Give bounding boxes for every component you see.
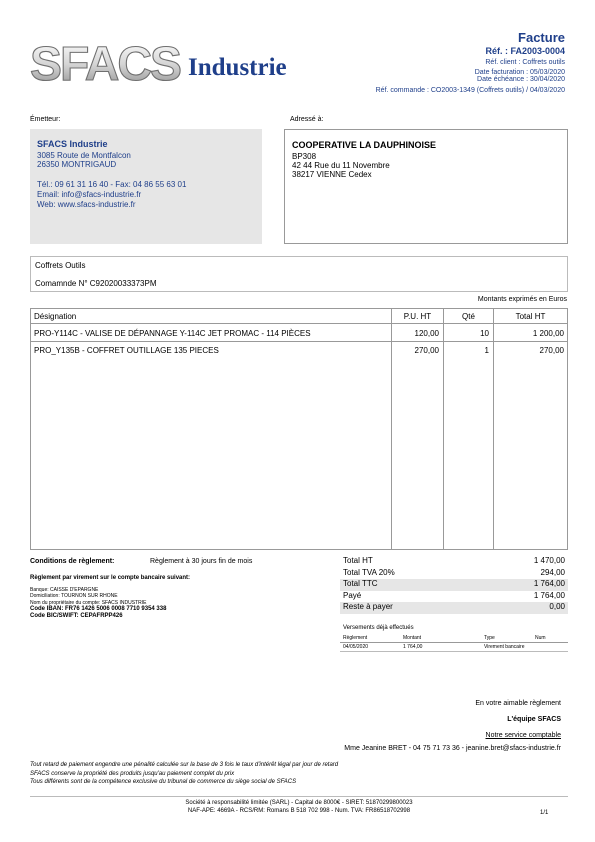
legal-notices	[30, 762, 338, 787]
payments-header-amount: Montant	[403, 635, 422, 641]
header-designation: Désignation	[34, 312, 77, 321]
header-total: Total HT	[515, 312, 546, 321]
payments-table	[340, 635, 568, 652]
bic: Code BIC/SWIFT: CEPAFRPP426	[30, 613, 123, 620]
signature-team: L'équipe SFACS	[507, 716, 561, 723]
bank-domiciliation: Domiciliation: TOURNON SUR RHONE	[30, 593, 118, 600]
bank-details	[30, 587, 166, 621]
recipient-address-2: 42 44 Rue du 11 Novembre	[292, 161, 390, 170]
payment-amount: 1 764,00	[403, 644, 423, 650]
accounting-service: Notre service comptable	[485, 732, 561, 739]
sender-address-2: 26350 MONTRIGAUD	[37, 160, 117, 169]
payments-row	[340, 643, 568, 652]
total-label: Total TTC	[343, 579, 378, 588]
col-divider	[493, 309, 494, 549]
total-label: Total TVA 20%	[343, 567, 395, 577]
iban: Code IBAN: FR76 1426 5006 0008 7710 9354 338	[30, 605, 167, 612]
total-row	[340, 568, 568, 580]
recipient-address-3: 38217 VIENNE Cedex	[292, 170, 372, 179]
payment-terms-label: Conditions de règlement:	[30, 558, 115, 565]
salutation: En votre aimable règlement	[475, 700, 561, 707]
note-line-2: Comamnde N° C92020033373PM	[35, 279, 157, 288]
total-value: 1 764,00	[533, 590, 565, 600]
footer-company-info: Société à responsabilité limitée (SARL) - Capital de 8000€ - SIRET: 51870299800023	[185, 800, 413, 806]
item-quantity: 1	[484, 346, 489, 355]
order-note-box	[30, 256, 568, 292]
payment-terms-value: Règlement à 30 jours fin de mois	[150, 558, 253, 565]
total-label: Reste à payer	[343, 602, 393, 611]
payments-header-date: Règlement	[343, 635, 368, 641]
sender-label: Émetteur:	[30, 116, 61, 123]
col-divider	[443, 309, 444, 549]
recipient-name: COOPERATIVE LA DAUPHINOISE	[292, 140, 437, 150]
accounting-contact[interactable]: Mme Jeanine BRET - 04 75 71 73 36 - jeanine.bret@sfacs-industrie.fr	[344, 745, 561, 752]
row-divider	[31, 341, 567, 342]
client-ref: Réf. client : Coffrets outils	[485, 59, 565, 66]
bank-transfer-label: Règlement par virement sur le compte bancaire suivant:	[30, 575, 191, 581]
totals-block	[340, 556, 568, 614]
due-date: Date échéance : 30/04/2020	[477, 76, 565, 83]
items-table	[30, 308, 568, 550]
page-number: 1/1	[540, 810, 549, 816]
payments-header-num: Num	[535, 635, 546, 641]
document-title: Facture	[518, 30, 565, 45]
item-quantity: 10	[480, 329, 489, 338]
total-row	[340, 579, 568, 591]
total-row	[340, 591, 568, 603]
legal-line-2: SFACS conserve la propriété des produits jusqu'au paiement complet du prix	[30, 770, 235, 777]
sender-email[interactable]: Email: info@sfacs-industrie.fr	[37, 190, 142, 199]
col-divider	[391, 309, 392, 549]
payments-header-type: Type	[484, 635, 495, 641]
item-unit-price: 270,00	[414, 346, 439, 355]
note-line-1: Coffrets Outils	[35, 261, 86, 270]
sender-address-1: 3085 Route de Montfalcon	[37, 151, 131, 160]
order-ref: Réf. commande : CO2003-1349 (Coffrets outils) / 04/03/2020	[375, 87, 565, 94]
sender-website[interactable]: Web: www.sfacs-industrie.fr	[37, 200, 136, 209]
header-unit-price: P.U. HT	[403, 312, 432, 321]
recipient-label: Adressé à:	[290, 116, 324, 123]
svg-text:SFACS: SFACS	[30, 38, 181, 86]
total-label: Payé	[343, 590, 362, 600]
item-unit-price: 120,00	[414, 329, 439, 338]
footer-registration: NAF-APE: 4669A - RCS/RM: Romans B 518 702 998 - Num. TVA: FR86518702998	[187, 808, 411, 814]
item-total: 270,00	[539, 346, 564, 355]
total-value: 294,00	[540, 567, 565, 577]
invoice-ref: Réf. : FA2003-0004	[485, 46, 565, 56]
payments-title: Versements déjà effectués	[343, 625, 414, 631]
legal-line-1: Tout retard de paiement engendre une pénalité calculée sur la base de 3 fois le taux d'intérêt légal par jour de retard	[30, 762, 339, 768]
sender-phone: Tél.: 09 61 31 16 40 - Fax: 04 86 55 63 01	[37, 180, 187, 189]
item-total: 1 200,00	[532, 329, 564, 338]
total-value: 1 470,00	[533, 556, 565, 565]
total-value: 0,00	[549, 602, 565, 611]
invoice-date: Date facturation : 05/03/2020	[474, 69, 565, 76]
currency-note: Montants exprimés en Euros	[477, 296, 567, 303]
logo-suffix: Industrie	[188, 54, 287, 81]
total-label: Total HT	[343, 556, 373, 565]
footer	[30, 800, 568, 814]
payment-type: Virement bancaire	[484, 644, 525, 650]
footer-divider	[30, 796, 568, 797]
header-quantity: Qté	[462, 312, 475, 321]
recipient-address-1: BP308	[292, 152, 317, 161]
payments-header-row	[340, 635, 568, 643]
item-designation: PRO-Y114C - VALISE DE DÉPANNAGE Y-114C JET PROMAC - 114 PIÈCES	[34, 329, 311, 338]
recipient-panel	[284, 129, 568, 244]
bank-name: Banque: CAISSE D'EPARGNE	[30, 587, 99, 593]
total-row	[340, 556, 568, 568]
legal-line-3: Tous différents sont de la compétence exclusive du tribunal de commerce du siège social de SFACS	[30, 779, 297, 785]
payment-date: 04/05/2020	[343, 644, 369, 650]
item-designation: PRO_Y135B - COFFRET OUTILLAGE 135 PIECES	[34, 346, 219, 355]
sender-name: SFACS Industrie	[37, 139, 108, 149]
sender-panel	[30, 129, 262, 244]
account-owner: Nom du propriétaire du compte: SFACS INDUSTRIE	[30, 599, 147, 606]
total-row	[340, 602, 568, 614]
total-value: 1 764,00	[533, 579, 565, 588]
